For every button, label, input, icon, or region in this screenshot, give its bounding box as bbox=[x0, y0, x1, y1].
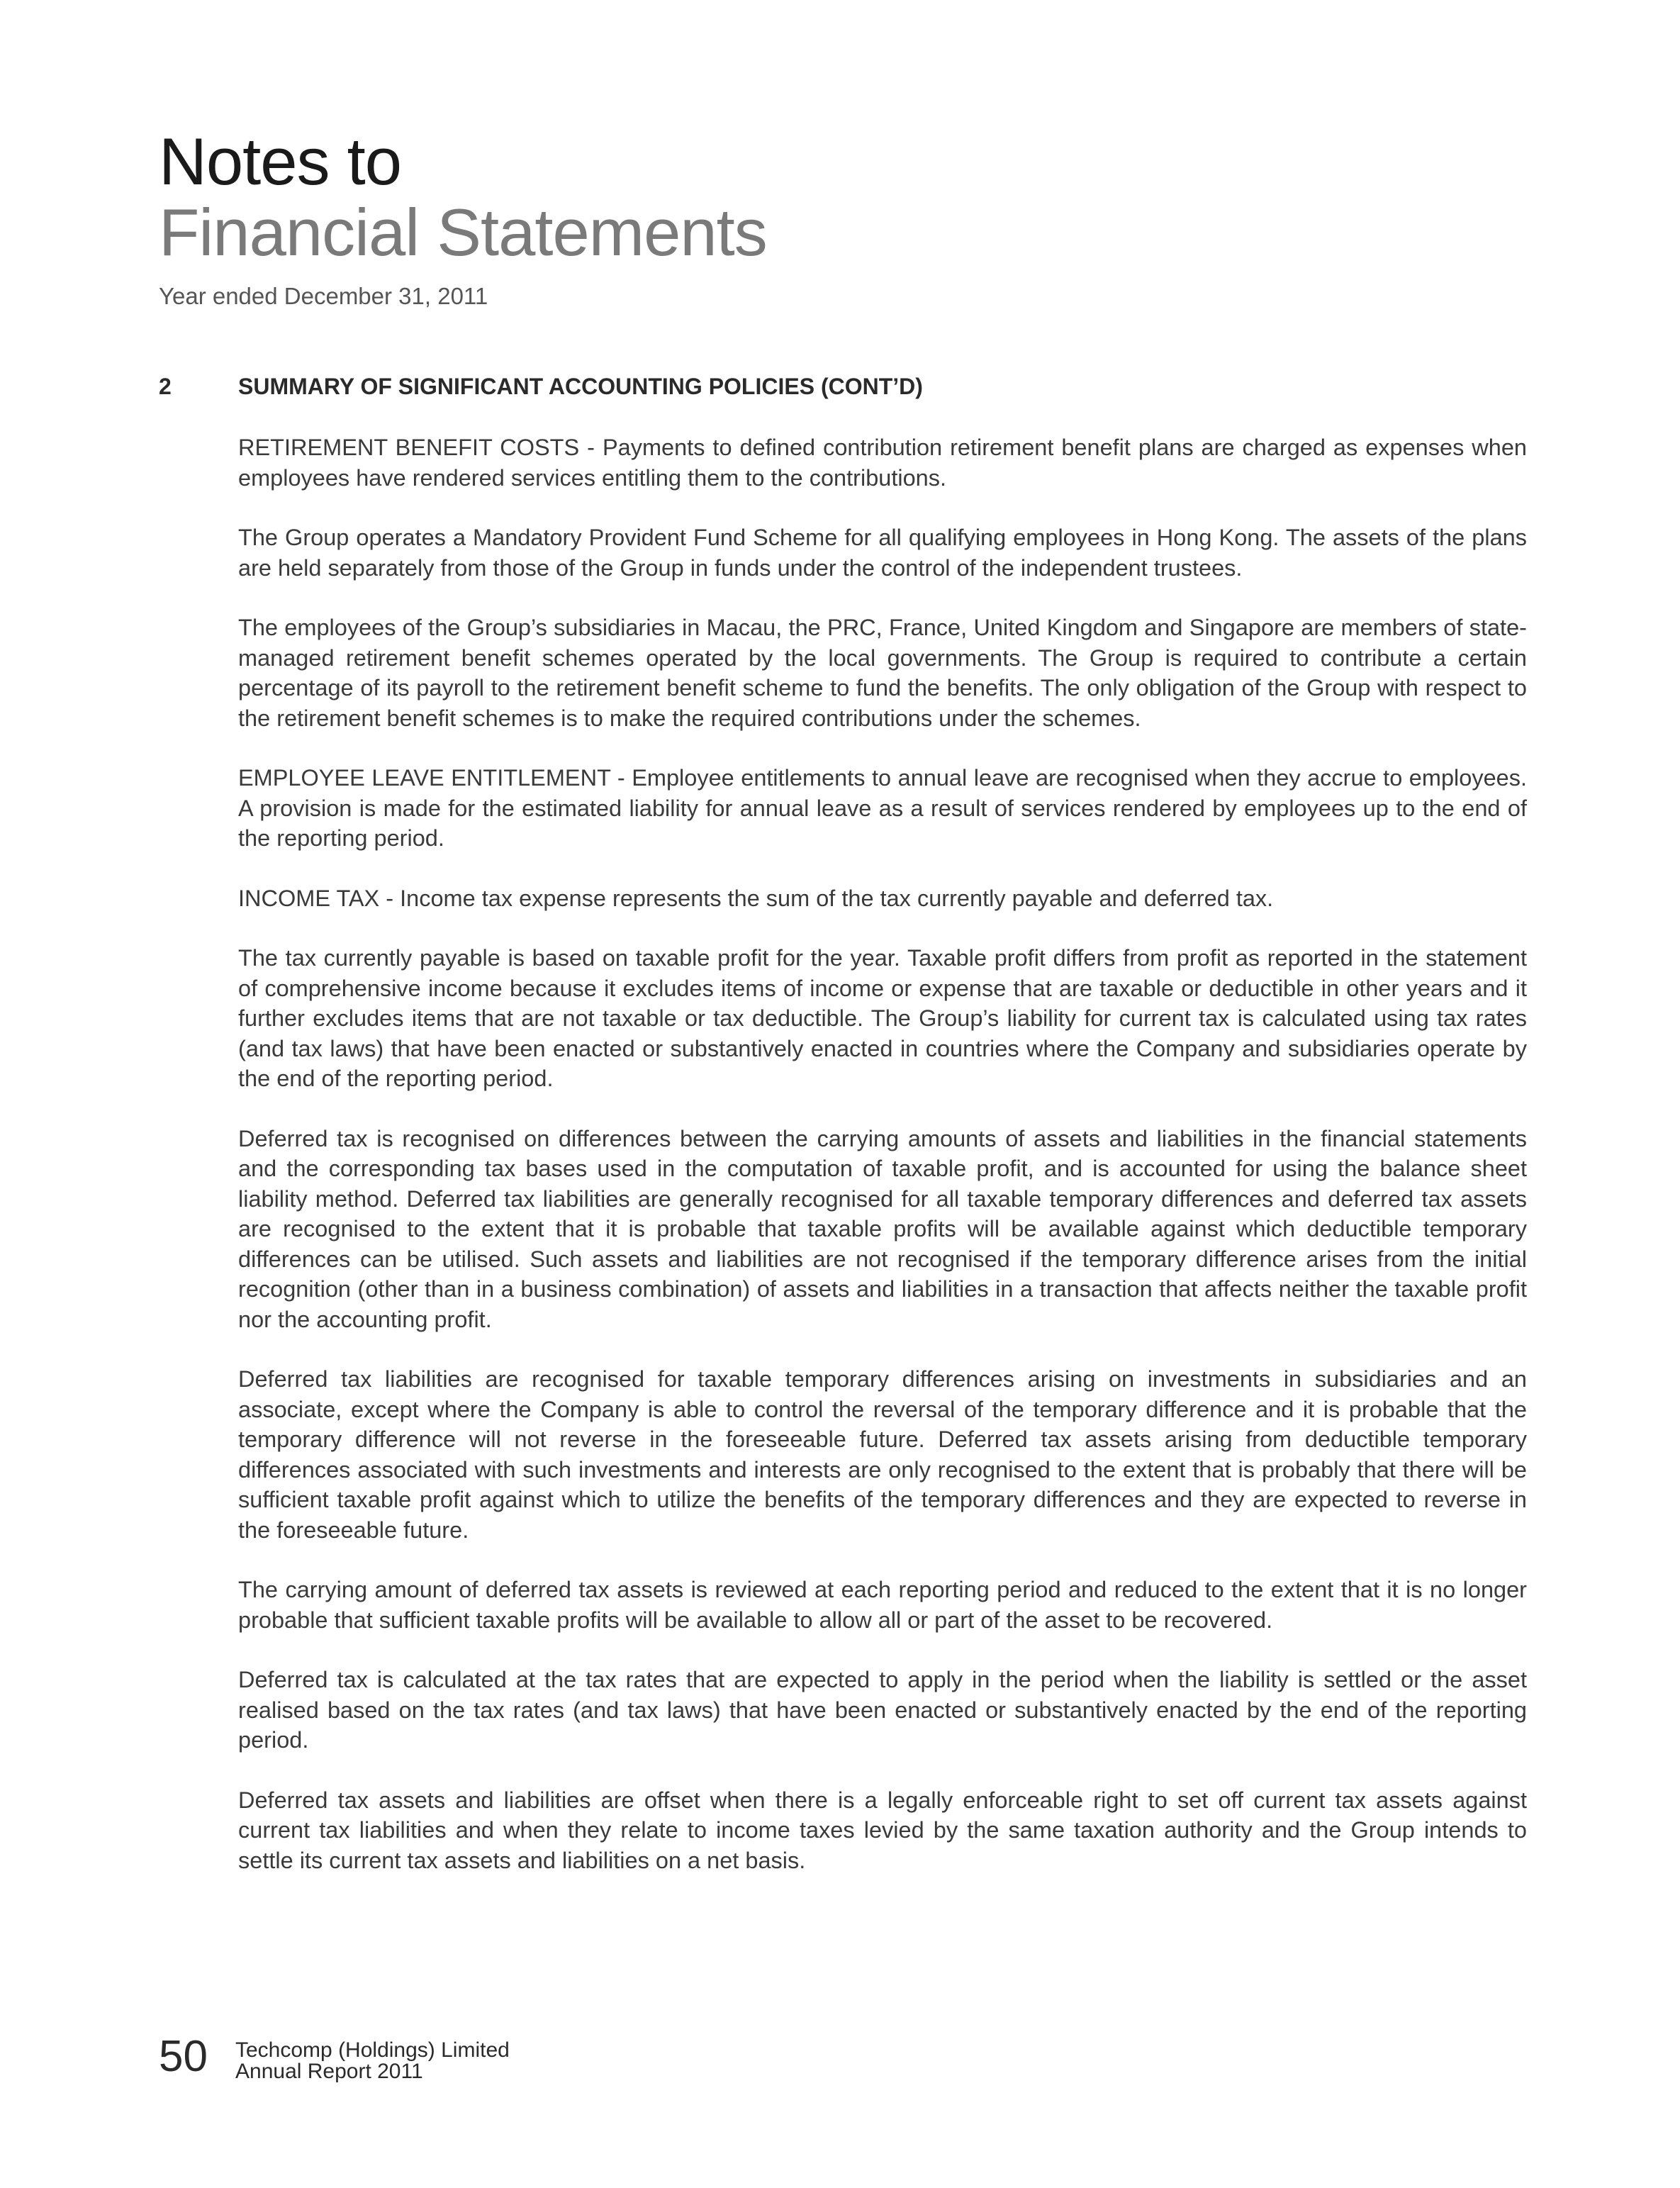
section-title: SUMMARY OF SIGNIFICANT ACCOUNTING POLICIES (CONT’D) bbox=[238, 374, 923, 399]
footer-report: Annual Report 2011 bbox=[235, 2060, 423, 2083]
page-number: 50 bbox=[159, 2032, 208, 2081]
paragraph: Deferred tax liabilities are recognised for taxable temporary differences arising on investments in subsidiaries and an associate, except where the Company is able to control the reversal of the temporary difference and it is probable that the temporary difference will not reverse in the foreseeable future. Deferred tax assets arising from deductible temporary differences associated with such investments and interests are only recognised to the extent that is probably that there will be sufficient taxable profit against which to utilize the benefits of the temporary differences and they are expected to reverse in the foreseeable future. bbox=[238, 1366, 1527, 1543]
page-subtitle: Year ended December 31, 2011 bbox=[159, 283, 488, 309]
paragraph: RETIREMENT BENEFIT COSTS - Payments to defined contribution retirement benefit plans are charged as expenses when employees have rendered services entitling them to the contributions. bbox=[238, 435, 1527, 491]
page-title-line1: Notes to bbox=[159, 124, 402, 199]
paragraph: The carrying amount of deferred tax assets is reviewed at each reporting period and reduced to the extent that it is no longer probable that sufficient taxable profits will be available to allow all or part of the asset to be recovered. bbox=[238, 1577, 1527, 1633]
paragraph: Deferred tax assets and liabilities are offset when there is a legally enforceable right to set off current tax assets against current tax liabilities and when they relate to income taxes levied by the same taxation authority and the Group intends to settle its current tax assets and liabilities on a net basis. bbox=[238, 1787, 1527, 1873]
paragraph: INCOME TAX - Income tax expense represents the sum of the tax currently payable and deferred tax. bbox=[238, 885, 1274, 911]
footer-company: Techcomp (Holdings) Limited bbox=[235, 2038, 510, 2062]
paragraph: Deferred tax is recognised on differences between the carrying amounts of assets and liabilities in the financial statements and the corresponding tax bases used in the computation of taxable profit, and is accounted for using the balance sheet liability method. Deferred tax liabilities are generally recognised for all taxable temporary differences and deferred tax assets are recognised to the extent that it is probable that taxable profits will be available against which deductible temporary differences can be utilised. Such assets and liabilities are not recognised if the temporary difference arises from the initial recognition (other than in a business combination) of assets and liabilities in a transaction that affects neither the taxable profit nor the accounting profit. bbox=[238, 1125, 1527, 1332]
paragraph: Deferred tax is calculated at the tax rates that are expected to apply in the period when the liability is settled or the asset realised based on the tax rates (and tax laws) that have been enacted or substantively enacted by the end of the reporting period. bbox=[238, 1667, 1527, 1753]
paragraph: EMPLOYEE LEAVE ENTITLEMENT - Employee entitlements to annual leave are recognised when they accrue to employees. A provision is made for the estimated liability for annual leave as a result of services rendered by employees up to the end of the reporting period. bbox=[238, 765, 1527, 851]
section-number: 2 bbox=[159, 374, 172, 399]
page-title-line2: Financial Statements bbox=[159, 195, 767, 269]
body-text bbox=[238, 432, 1527, 1905]
paragraph: The employees of the Group’s subsidiaries in Macau, the PRC, France, United Kingdom and Singapore are members of state-managed retirement benefit schemes operated by the local governments. The Group is required to contribute a certain percentage of its payroll to the retirement benefit scheme to fund the benefits. The only obligation of the Group with respect to the retirement benefit schemes is to make the required contributions under the schemes. bbox=[238, 615, 1527, 731]
paragraph: The Group operates a Mandatory Provident Fund Scheme for all qualifying employees in Hong Kong. The assets of the plans are held separately from those of the Group in funds under the control of the independent trustees. bbox=[238, 525, 1527, 581]
paragraph: The tax currently payable is based on taxable profit for the year. Taxable profit differs from profit as reported in the statement of comprehensive income because it excludes items of income or expense that are taxable or deductible in other years and it further excludes items that are not taxable or tax deductible. The Group’s liability for current tax is calculated using tax rates (and tax laws) that have been enacted or substantively enacted in countries where the Company and subsidiaries operate by the end of the reporting period. bbox=[238, 945, 1527, 1091]
